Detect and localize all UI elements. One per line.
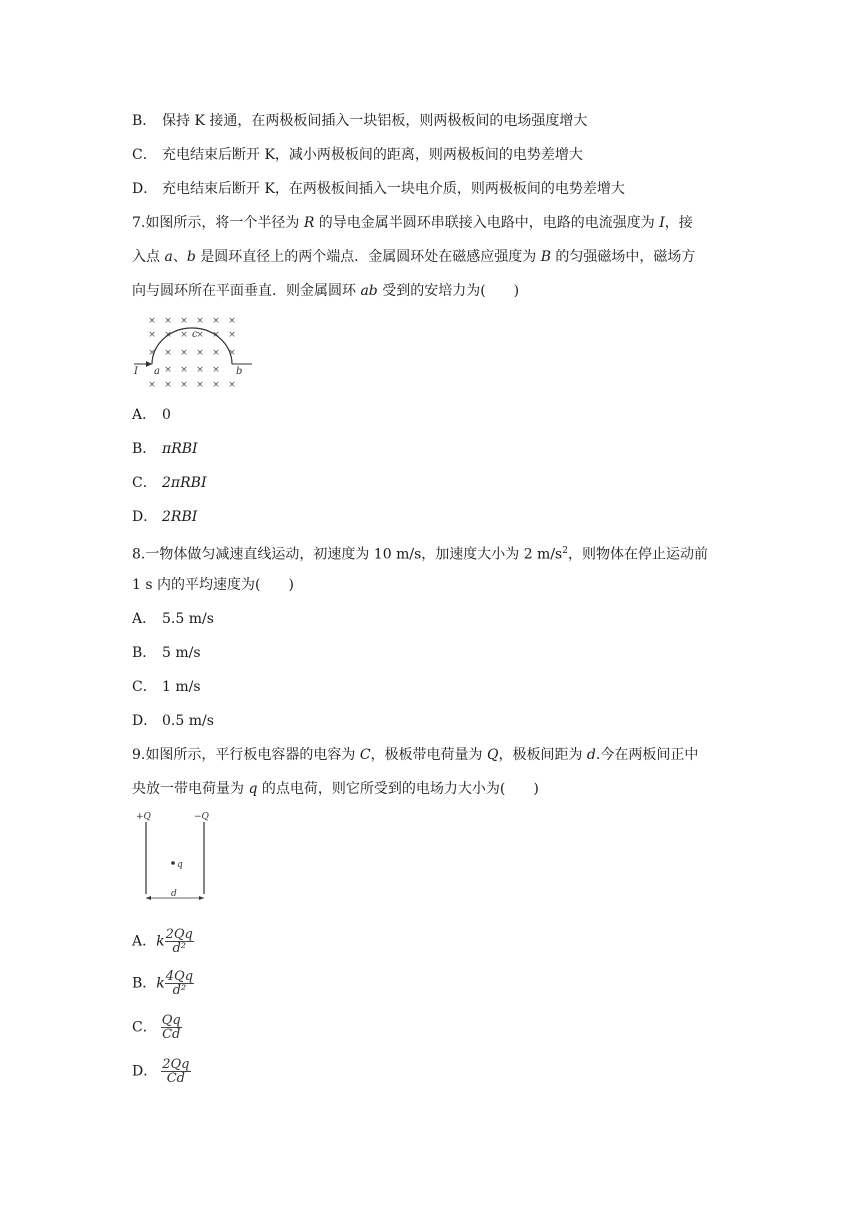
q7-stem-line1: 7.如图所示，将一个半径为 R 的导电金属半圆环串联接入电路中，电路的电流强度为 I，接: [132, 215, 693, 231]
svg-text:×: ×: [212, 348, 220, 358]
q9-option-b: B．k $\frac{4Qq}{\text{d²}}$: [132, 969, 194, 998]
svg-text:×: ×: [180, 380, 188, 390]
svg-text:×: ×: [228, 380, 236, 390]
q8-stem-line1: 8.一物体做匀减速直线运动，初速度为 10 m/s，加速度大小为 2 $m/s^2$，则物体在停止运动前: [132, 546, 708, 563]
q7-option-d: D． 2RBI: [132, 509, 198, 525]
svg-text:×: ×: [196, 365, 204, 375]
magnetic-field-crosses: [148, 316, 236, 390]
minus-q-label: −Q: [194, 812, 209, 822]
svg-text:×: ×: [196, 316, 204, 326]
q9-option-a-fraction: $\frac{2Qq}{\text{d²}}$: [165, 927, 193, 956]
q7-stem-line2: 入点 a、b 是圆环直径上的两个端点．金属圆环处在磁感应强度为 B 的匀强磁场中，磁场方: [132, 249, 696, 265]
q9-option-c: C． $\frac{Qq}{Cd}$: [132, 1013, 181, 1042]
q9-stem-line2: 央放一带电荷量为 q 的点电荷，则它所受到的电场力大小为( ): [132, 781, 539, 797]
q9-option-a: A．k $\frac{2Qq}{\text{d²}}$: [132, 927, 193, 956]
q7-option-c: C． 2πRBI: [132, 475, 207, 491]
svg-text:×: ×: [164, 316, 172, 326]
q8-stem-line2: 1 s 内的平均速度为( ): [132, 577, 294, 593]
svg-text:×: ×: [148, 348, 156, 358]
svg-text:×: ×: [180, 365, 188, 375]
svg-text:×: ×: [164, 330, 172, 340]
svg-text:×: ×: [212, 380, 220, 390]
distance-arrow-left: [146, 896, 151, 900]
q8-option-b: B． 5 m/s: [132, 645, 201, 661]
q7-option-b: B． πRBI: [132, 441, 198, 457]
point-a-label: a: [154, 366, 160, 377]
charge-q-label: q: [177, 860, 183, 870]
svg-text:×: ×: [228, 348, 236, 358]
q9-capacitor-figure: [132, 810, 222, 906]
svg-text:×: ×: [164, 348, 172, 358]
svg-text:×: ×: [228, 316, 236, 326]
current-label: I: [134, 366, 138, 377]
point-charge: [171, 861, 175, 865]
plus-q-label: +Q: [136, 812, 151, 822]
svg-text:×: ×: [212, 365, 220, 375]
svg-text:×: ×: [180, 316, 188, 326]
distance-d-label: d: [171, 889, 177, 899]
current-arrow: [146, 361, 152, 367]
q7-option-a: A． 0: [132, 407, 171, 423]
q6-option-c: C． 充电结束后断开 K，减小两极板间的距离，则两极板间的电势差增大: [132, 147, 583, 163]
svg-text:×: ×: [196, 380, 204, 390]
svg-text:×: ×: [148, 380, 156, 390]
svg-text:×: ×: [212, 316, 220, 326]
svg-text:×: ×: [228, 330, 236, 340]
q8-option-c: C． 1 m/s: [132, 679, 201, 695]
q6-option-d: D． 充电结束后断开 K，在两极板间插入一块电介质，则两极板间的电势差增大: [132, 181, 625, 197]
svg-text:×: ×: [164, 365, 172, 375]
q7-stem-line3: 向与圆环所在平面垂直．则金属圆环 ab 受到的安培力为( ): [132, 283, 520, 299]
q9-stem-line1: 9.如图所示，平行板电容器的电容为 C，极板带电荷量为 Q，极板间距为 d.今在两板间正中: [132, 747, 699, 763]
svg-text:×: ×: [164, 380, 172, 390]
q9-option-d: D． $\frac{2Qq}{Cd}$: [132, 1057, 190, 1086]
q9-option-d-fraction: $\frac{2Qq}{Cd}$: [162, 1057, 190, 1086]
distance-arrow-right: [199, 896, 204, 900]
svg-text:×: ×: [148, 330, 156, 340]
q6-option-b: B． 保持 K 接通，在两极板间插入一块铝板，则两极板间的电场强度增大: [132, 113, 588, 129]
q9-option-b-fraction: $\frac{4Qq}{\text{d²}}$: [165, 969, 194, 998]
q9-option-c-fraction: $\frac{Qq}{Cd}$: [161, 1013, 181, 1042]
q8-option-d: D． 0.5 m/s: [132, 713, 214, 729]
svg-text:×: ×: [180, 348, 188, 358]
point-c-label: c: [192, 329, 198, 340]
q7-magnetic-field-figure: [132, 312, 254, 392]
svg-text:×: ×: [148, 316, 156, 326]
q8-option-a: A． 5.5 m/s: [132, 611, 214, 627]
svg-text:×: ×: [196, 330, 204, 340]
point-b-label: b: [236, 366, 243, 377]
svg-text:×: ×: [212, 330, 220, 340]
svg-text:×: ×: [196, 348, 204, 358]
svg-text:×: ×: [180, 330, 188, 340]
